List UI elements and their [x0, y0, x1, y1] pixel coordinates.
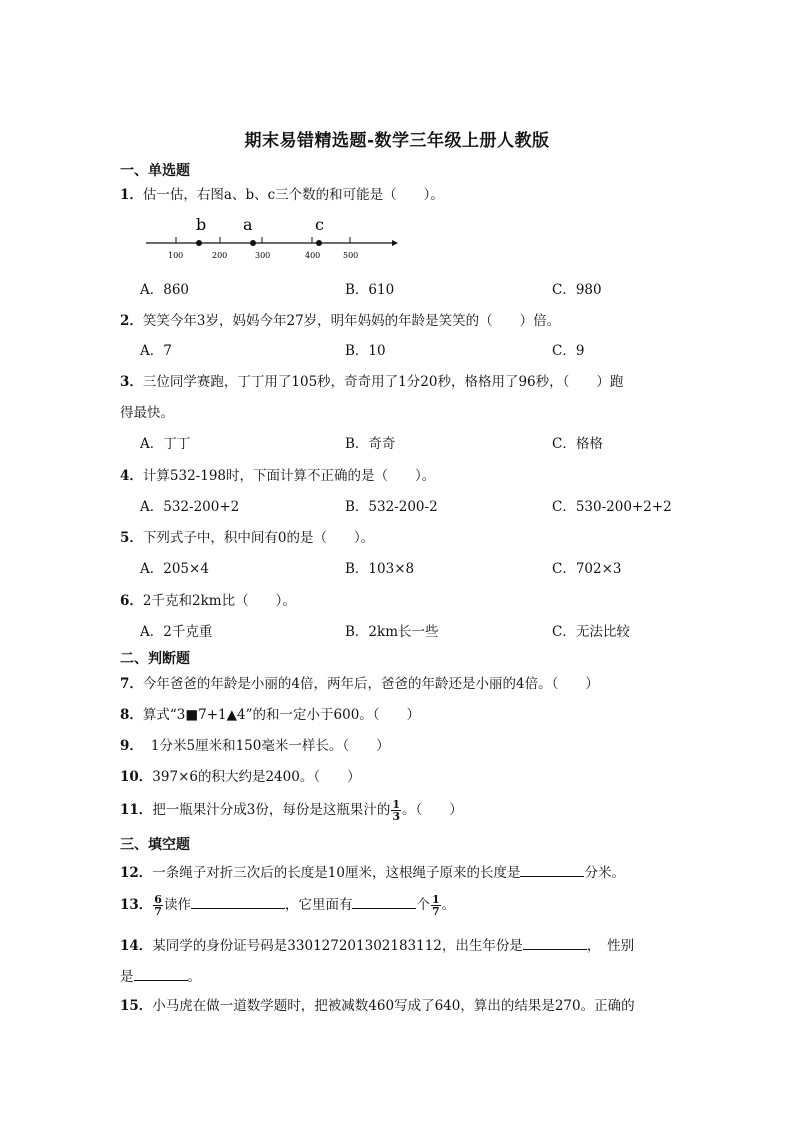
question-text-mid2: 个 [416, 897, 430, 913]
question-number: 2． [120, 313, 143, 329]
answer-blank[interactable] [523, 935, 587, 950]
option-c: C．格格 [552, 436, 603, 452]
option-b: B．10 [345, 343, 386, 359]
point-a [250, 240, 256, 246]
question-text: 估一估，右图a、b、c三个数的和可能是（ ）。 [142, 187, 444, 203]
answer-blank[interactable] [520, 862, 584, 877]
question-text: 计算532-198时，下面计算不正确的是（ ）。 [142, 468, 436, 484]
label-c: c [315, 215, 324, 234]
question-13 [120, 894, 455, 917]
question-15 [120, 997, 635, 1015]
question-3-continued: 得最快。 [120, 405, 174, 421]
option-a: A．860 [140, 282, 190, 298]
question-10 [120, 768, 361, 786]
question-number: 13． [120, 897, 153, 913]
number-line-figure [140, 210, 405, 266]
option-a: A．7 [140, 343, 172, 359]
fraction-one-third: $\frac{1}{3}$ [392, 798, 401, 823]
section-heading-single-choice: 一、单选题 [120, 163, 190, 179]
option-c: C．9 [552, 343, 585, 359]
question-number: 7． [120, 676, 143, 692]
question-tail: 。 [441, 897, 456, 913]
section-heading-fill-blank: 三、填空题 [120, 837, 190, 853]
question-number: 14． [120, 938, 153, 954]
question-text: 1分米5厘米和150毫米一样长。（ ） [150, 738, 390, 754]
option-c: C．702×3 [552, 561, 622, 577]
question-text: 一条绳子对折三次后的长度是10厘米，这根绳子原来的长度是 [152, 865, 521, 881]
question-11 [120, 799, 463, 822]
question-number: 9． [120, 738, 143, 754]
question-text-mid: ，它里面有 [284, 897, 353, 913]
question-tail: 。 [187, 969, 201, 985]
question-tail: 。（ ） [402, 802, 463, 818]
label-b: b [196, 215, 207, 234]
question-5 [120, 529, 374, 547]
tick-label: 200 [212, 251, 228, 260]
question-2 [120, 312, 560, 330]
question-text: 下列式子中，积中间有0的是（ ）。 [142, 530, 375, 546]
question-number: 4． [120, 468, 143, 484]
question-text: 397×6的积大约是2400。（ ） [152, 769, 361, 785]
option-c: C．980 [552, 282, 602, 298]
tick-label: 500 [343, 251, 359, 260]
question-number: 15． [120, 998, 153, 1014]
question-14-continued [120, 966, 201, 986]
answer-blank[interactable] [191, 894, 285, 909]
question-text: 小马虎在做一道数学题时，把被减数460写成了640，算出的结果是270。正确的 [152, 998, 635, 1014]
question-number: 8． [120, 707, 143, 723]
tick-label: 400 [305, 251, 321, 260]
section-heading-true-false: 二、判断题 [120, 651, 190, 667]
question-12 [120, 862, 625, 882]
option-b: B．532-200-2 [345, 499, 438, 515]
question-14 [120, 935, 634, 955]
question-6 [120, 592, 296, 610]
tick-label: 300 [255, 251, 271, 260]
option-b: B．2km长一些 [345, 624, 439, 640]
point-b [196, 240, 202, 246]
point-c [316, 240, 322, 246]
option-b: B．610 [345, 282, 395, 298]
page-title: 期末易错精选题-数学三年级上册人教版 [244, 131, 550, 151]
question-text: 某同学的身份证号码是330127201302183112，出生年份是 [152, 938, 523, 954]
number-line-arrow [392, 240, 398, 246]
question-text: 2千克和2km比（ ）。 [142, 593, 296, 609]
question-number: 10． [120, 769, 153, 785]
question-text: 是 [120, 969, 134, 985]
option-c: C．530-200+2+2 [552, 499, 672, 515]
question-text: 今年爸爸的年龄是小丽的4倍，两年后，爸爸的年龄还是小丽的4倍。（ ） [142, 676, 599, 692]
question-tail: 分米。 [584, 865, 625, 881]
option-a: A．205×4 [140, 561, 209, 577]
fraction-six-sevenths: $\frac{6}{7}$ [154, 893, 162, 918]
question-text-mid: ， 性别 [586, 938, 635, 954]
question-7 [120, 675, 599, 693]
question-number: 5． [120, 530, 143, 546]
question-number: 11． [120, 802, 153, 818]
option-c: C．无法比较 [552, 624, 630, 640]
answer-blank[interactable] [134, 966, 188, 981]
question-3 [120, 373, 623, 391]
question-text: 笑笑今年3岁，妈妈今年27岁，明年妈妈的年龄是笑笑的（ ）倍。 [142, 313, 561, 329]
question-number: 3． [120, 374, 143, 390]
question-4 [120, 467, 435, 485]
option-a: A．2千克重 [140, 624, 213, 640]
question-text: 把一瓶果汁分成3份，每份是这瓶果汁的 [152, 802, 391, 818]
question-number: 1． [120, 187, 143, 203]
question-9 [120, 737, 390, 755]
option-b: B．103×8 [345, 561, 415, 577]
question-8 [120, 706, 420, 724]
question-1 [120, 186, 444, 204]
option-a: A．532-200+2 [140, 499, 240, 515]
question-text: 算式“3■7+1▲4”的和一定小于600。（ ） [142, 707, 421, 723]
option-a: A．丁丁 [140, 436, 191, 452]
label-a: a [243, 215, 253, 234]
question-text: 三位同学赛跑，丁丁用了105秒，奇奇用了1分20秒，格格用了96秒，（ ）跑 [142, 374, 624, 390]
answer-blank[interactable] [352, 894, 416, 909]
fraction-one-seventh: $\frac{1}{7}$ [431, 893, 440, 918]
option-b: B．奇奇 [345, 436, 396, 452]
question-number: 6． [120, 593, 143, 609]
question-text: 读作 [163, 897, 191, 913]
question-number: 12． [120, 865, 153, 881]
tick-label: 100 [168, 251, 184, 260]
